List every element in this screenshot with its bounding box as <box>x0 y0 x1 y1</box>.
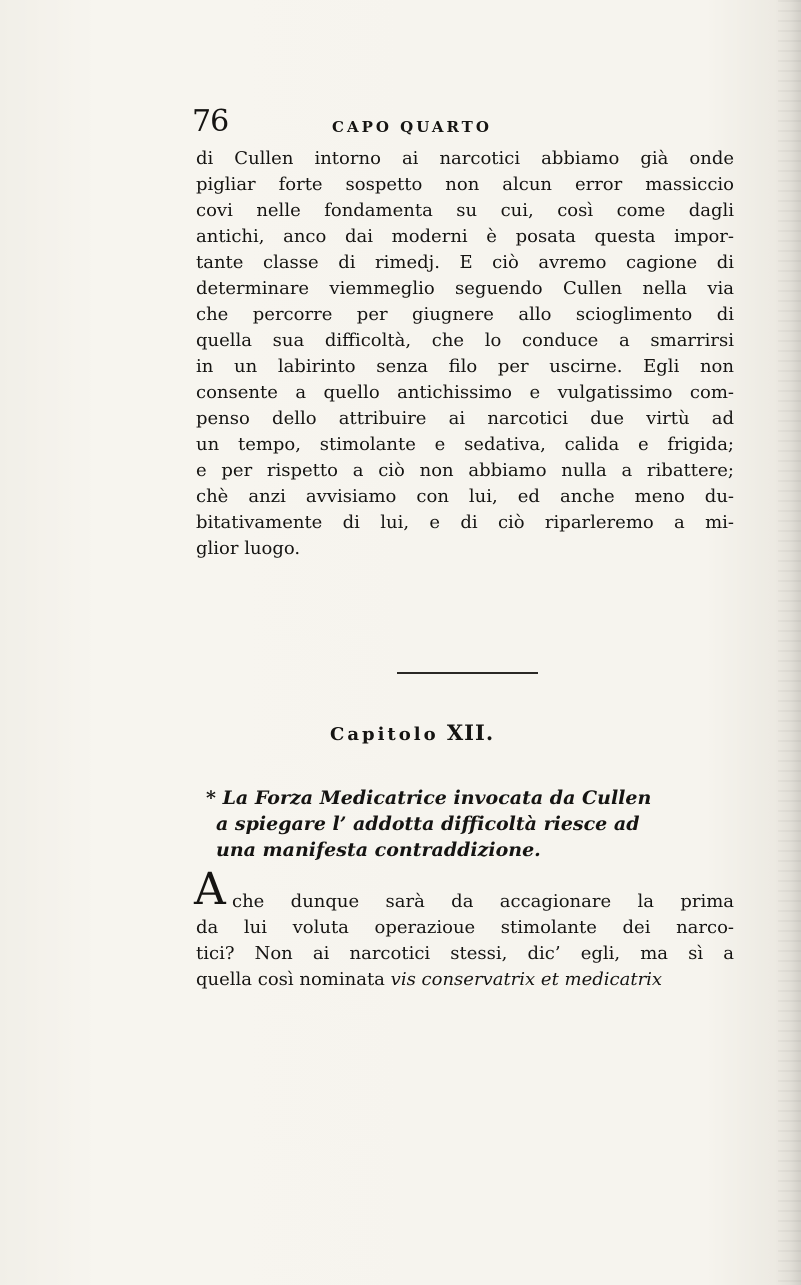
paragraph-2-line: tici? Non ai narcotici stessi, dic’ egli, ma sì a <box>196 943 734 964</box>
paragraph-1-line: di Cullen intorno ai narcotici abbiamo già onde <box>196 148 734 169</box>
paragraph-2 <box>196 889 734 993</box>
paragraph-1-line: quella sua difficoltà, che lo conduce a smarrirsi <box>196 330 734 351</box>
latin-phrase: vis conservatrix et medicatrix <box>390 969 663 990</box>
paragraph-1-line: in un labirinto senza filo per uscirne. Egli non <box>196 356 734 377</box>
paragraph-2-line: che dunque sarà da accagionare la prima <box>232 891 734 912</box>
paragraph-1-line: chè anzi avvisiamo con lui, ed anche meno du- <box>196 486 734 507</box>
paragraph-1-line: determinare viemmeglio seguendo Cullen nella via <box>196 278 734 299</box>
running-head <box>192 104 712 140</box>
paragraph-1 <box>196 146 734 562</box>
paragraph-2-last-roman: quella così nominata <box>196 969 385 990</box>
summary-line-text: La Forza Medicatrice invocata da Cullen <box>222 787 652 809</box>
paragraph-1-line: penso dello attribuire ai narcotici due virtù ad <box>196 408 734 429</box>
paragraph-1-line: tante classe di rimedj. E ciò avremo cagione di <box>196 252 734 273</box>
page-number: 76 <box>192 104 229 139</box>
paragraph-1-line: bitativamente di lui, e di ciò riparleremo a mi- <box>196 512 734 533</box>
paragraph-1-line: e per rispetto a ciò non abbiamo nulla a ribattere; <box>196 460 734 481</box>
paragraph-1-line: un tempo, stimolante e sedativa, calida e frigida; <box>196 434 734 455</box>
paragraph-1-line: che percorre per giugnere allo scioglimento di <box>196 304 734 325</box>
section-rule <box>397 672 538 674</box>
paragraph-1-line: consente a quello antichissimo e vulgatissimo com- <box>196 382 734 403</box>
paragraph-1-line: antichi, anco dai moderni è posata questa impor- <box>196 226 734 247</box>
paragraph-1-line: covi nelle fondamenta su cui, così come dagli <box>196 200 734 221</box>
paragraph-2-last-line <box>196 967 734 993</box>
chapter-heading <box>330 720 494 745</box>
chapter-number: XII. <box>446 720 495 745</box>
summary-line-2: a spiegare l’ addotta difficoltà riesce ad <box>216 813 640 835</box>
chapter-summary <box>206 784 721 862</box>
running-title: CAPO QUARTO <box>332 118 492 136</box>
scan-edge-texture <box>778 0 801 1285</box>
paragraph-1-line: pigliar forte sospetto non alcun error massiccio <box>196 174 734 195</box>
chapter-word: Capitolo <box>330 724 439 745</box>
paragraph-1-line: glior luogo. <box>196 538 301 559</box>
paragraph-2-line: da lui voluta operazioue stimolante dei narco- <box>196 917 734 938</box>
footnote-marker: * <box>206 787 216 809</box>
summary-line-3: una manifesta contraddizione. <box>216 839 541 861</box>
drop-cap: A <box>194 864 226 915</box>
summary-line-1 <box>206 784 721 810</box>
